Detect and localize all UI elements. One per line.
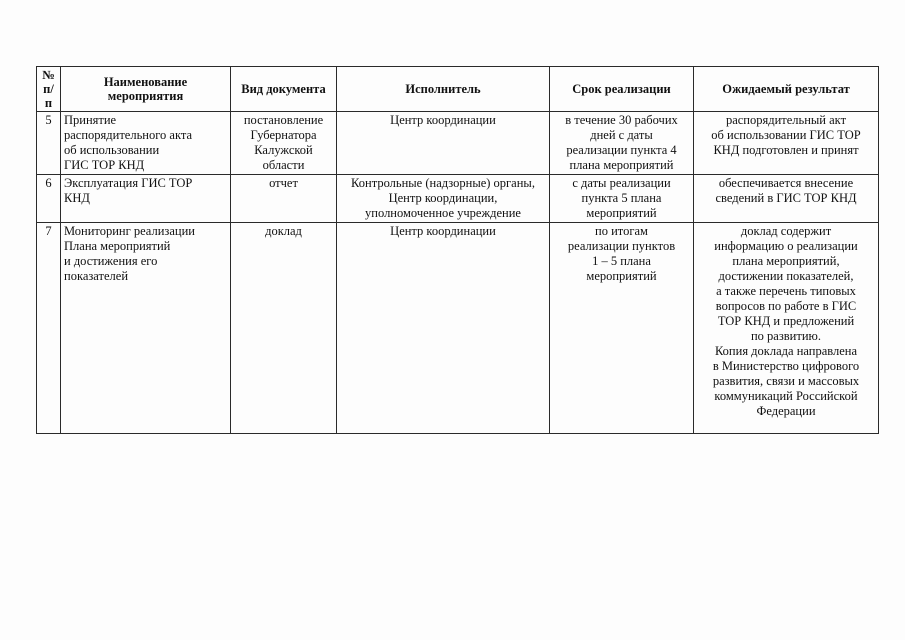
row-deadline: по итогам реализации пунктов 1 – 5 плана мероприятий [550,223,694,434]
plan-table [36,66,879,434]
row-deadline: в течение 30 рабочих дней с даты реализации пункта 4 плана мероприятий [550,112,694,175]
header-document-type: Вид документа [231,67,337,112]
row-expected-result: обеспечивается внесение сведений в ГИС ТОР КНД [694,175,879,223]
row-event-name: Принятие распорядительного акта об использовании ГИС ТОР КНД [61,112,231,175]
row-number: 5 [37,112,61,175]
table-row [37,175,879,223]
row-expected-result: распорядительный акт об использовании ГИС ТОР КНД подготовлен и принят [694,112,879,175]
header-expected-result: Ожидаемый результат [694,67,879,112]
row-deadline: с даты реализации пункта 5 плана мероприятий [550,175,694,223]
row-executor: Контрольные (надзорные) органы, Центр координации, уполномоченное учреждение [337,175,550,223]
header-event-name: Наименование мероприятия [61,67,231,112]
row-executor: Центр координации [337,112,550,175]
row-document-type: доклад [231,223,337,434]
row-executor: Центр координации [337,223,550,434]
table-header-row [37,67,879,112]
row-event-name: Мониторинг реализации Плана мероприятий и достижения его показателей [61,223,231,434]
header-number: № п/п [37,67,61,112]
row-number: 6 [37,175,61,223]
row-expected-result: доклад содержит информацию о реализации плана мероприятий, достижении показателей, а также перечень типовых вопросов по работе в ГИС ТОР КНД и предложений по развитию. Копия доклада направлена в Министерство цифрового развития, связи и массовых коммуникаций Российской Федерации [694,223,879,434]
table-row [37,223,879,434]
row-number: 7 [37,223,61,434]
table-row [37,112,879,175]
header-executor: Исполнитель [337,67,550,112]
row-document-type: отчет [231,175,337,223]
row-event-name: Эксплуатация ГИС ТОР КНД [61,175,231,223]
row-document-type: постановление Губернатора Калужской области [231,112,337,175]
header-deadline: Срок реализации [550,67,694,112]
